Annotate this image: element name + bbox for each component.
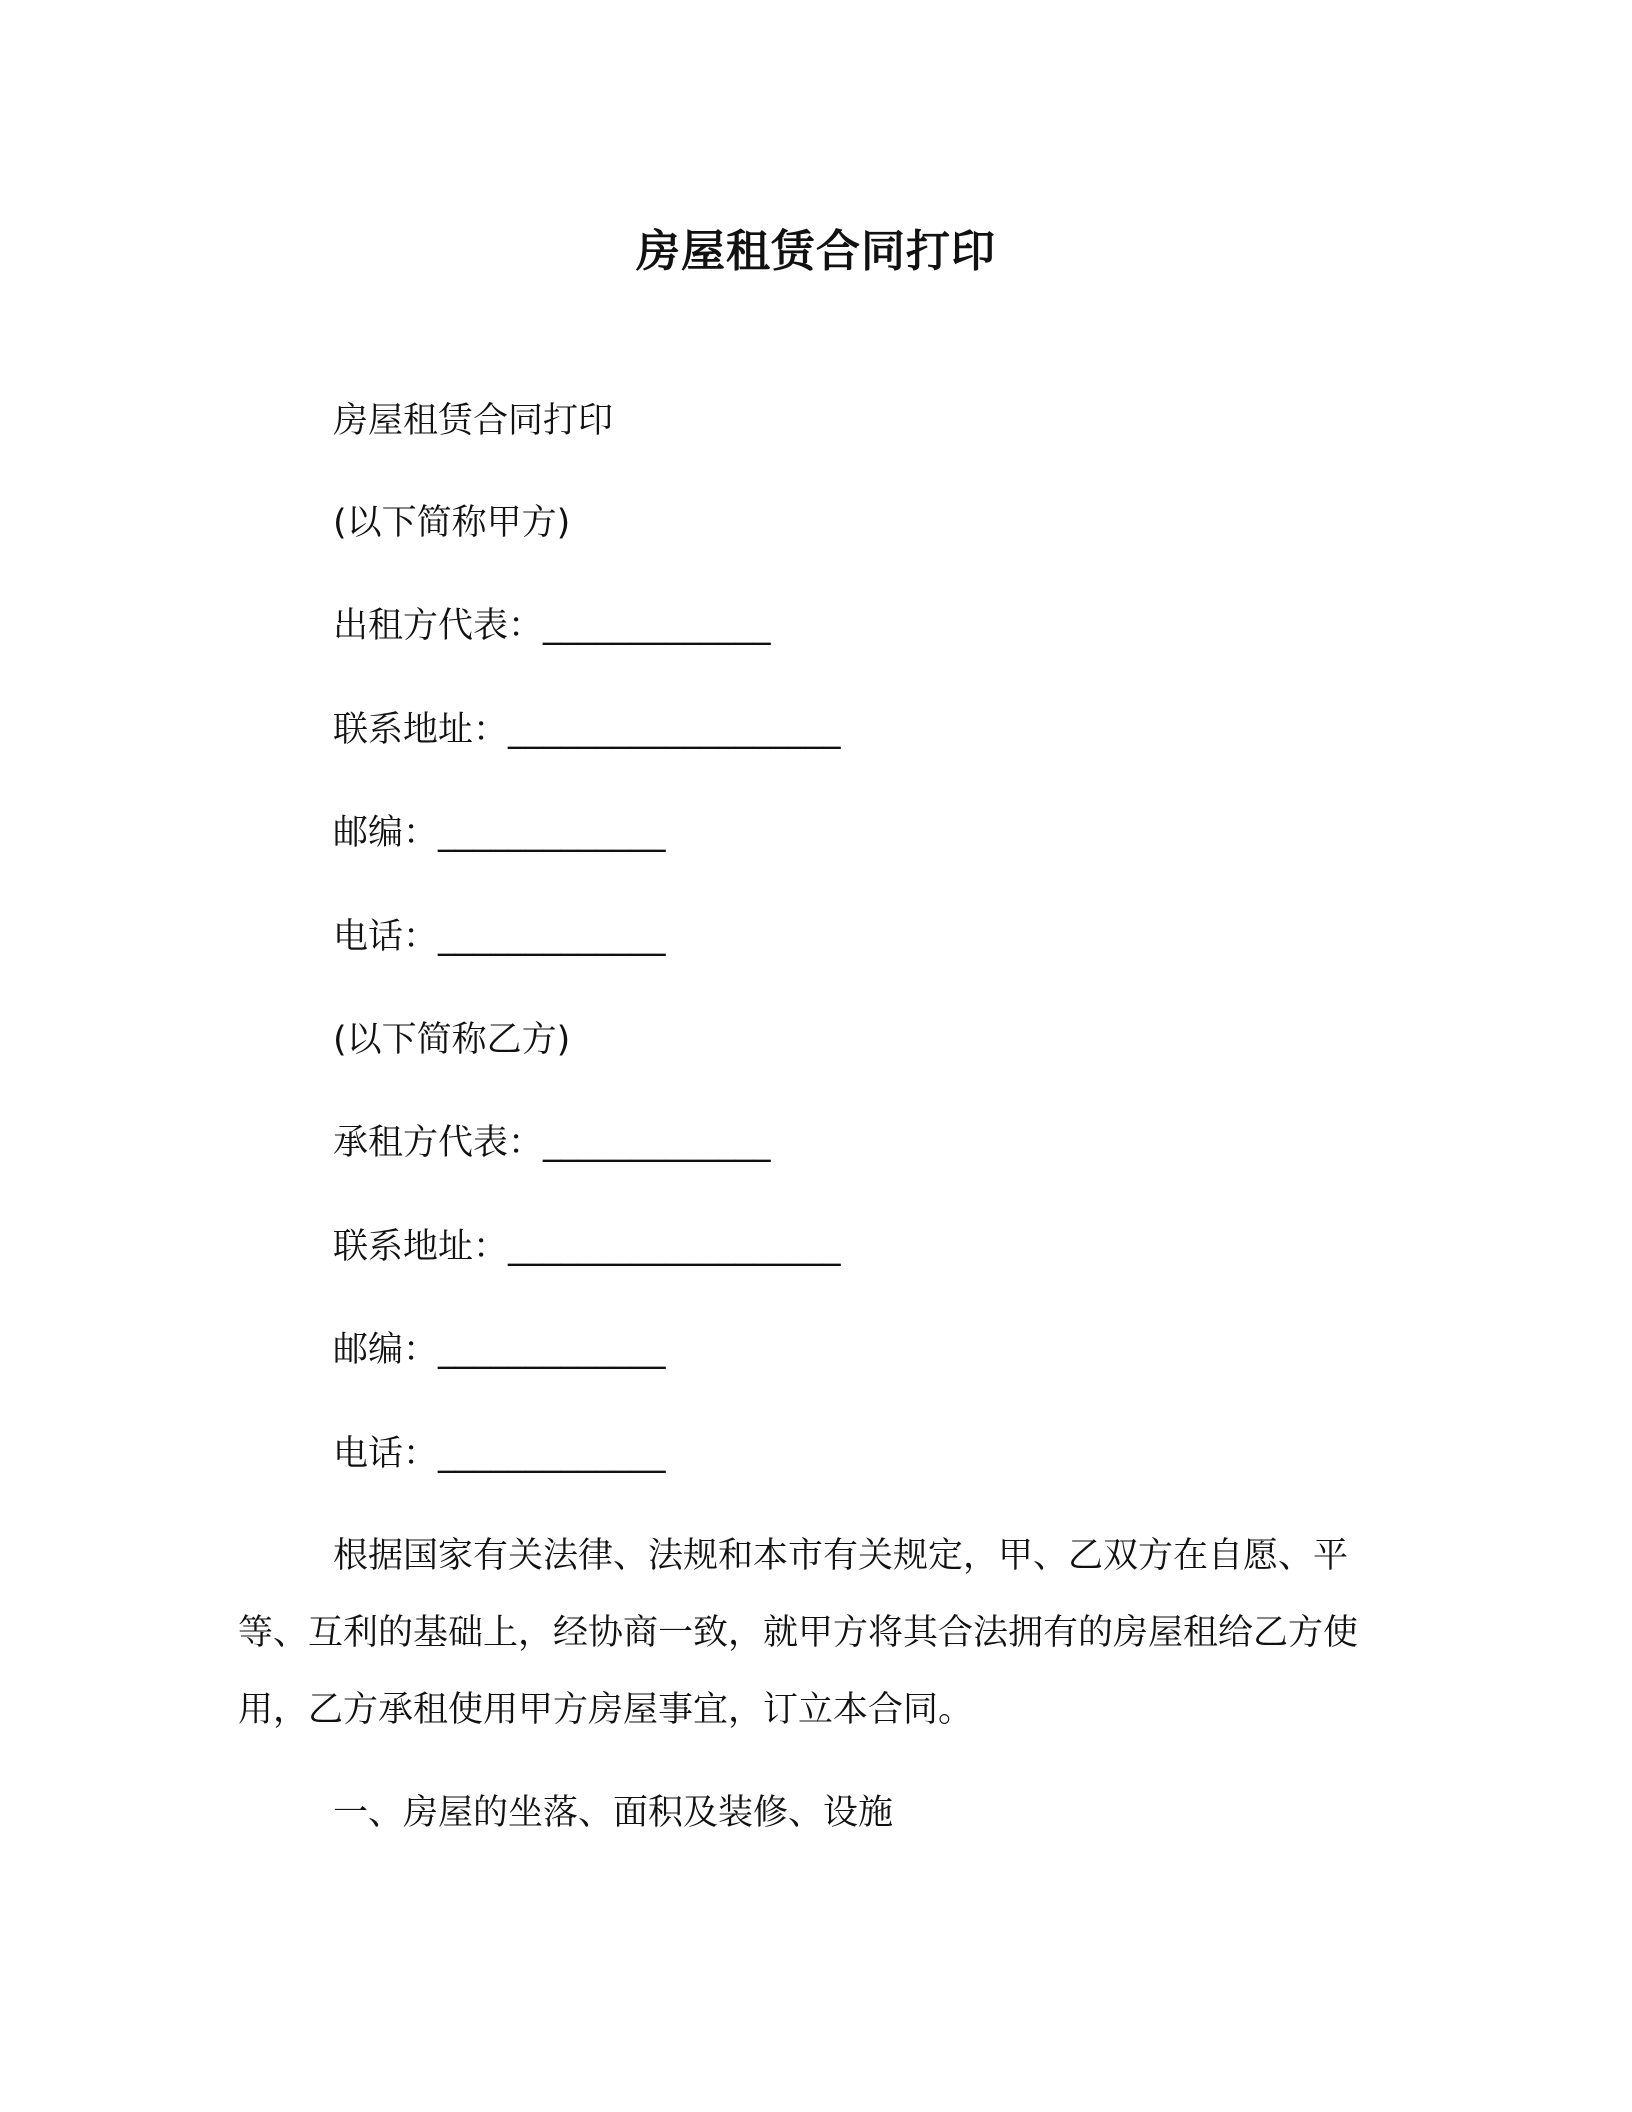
- party-b-postcode: 邮编：_____________: [333, 1330, 666, 1370]
- party-a-representative: 出租方代表：_____________: [333, 606, 771, 646]
- party-a-phone: 电话：_____________: [333, 917, 666, 957]
- document-subtitle: 房屋租赁合同打印: [333, 401, 614, 441]
- party-b-phone: 电话：_____________: [333, 1434, 666, 1474]
- section-1-heading: 一、房屋的坐落、面积及装修、设施: [333, 1793, 894, 1833]
- party-a-address: 联系地址：___________________: [333, 710, 841, 750]
- party-b-representative: 承租方代表：_____________: [333, 1123, 771, 1163]
- party-a-heading: (以下简称甲方): [333, 503, 571, 543]
- preamble-paragraph: [238, 1518, 1378, 1749]
- party-b-address: 联系地址：___________________: [333, 1227, 841, 1267]
- party-a-postcode: 邮编：_____________: [333, 813, 666, 853]
- party-b-heading: (以下简称乙方): [333, 1020, 571, 1060]
- document-title: 房屋租赁合同打印: [636, 226, 996, 277]
- preamble-text: 根据国家有关法律、法规和本市有关规定，甲、乙双方在自愿、平等、互利的基础上，经协商一致，就甲方将其合法拥有的房屋租给乙方使用，乙方承租使用甲方房屋事宜，订立本合同。: [238, 1536, 1359, 1730]
